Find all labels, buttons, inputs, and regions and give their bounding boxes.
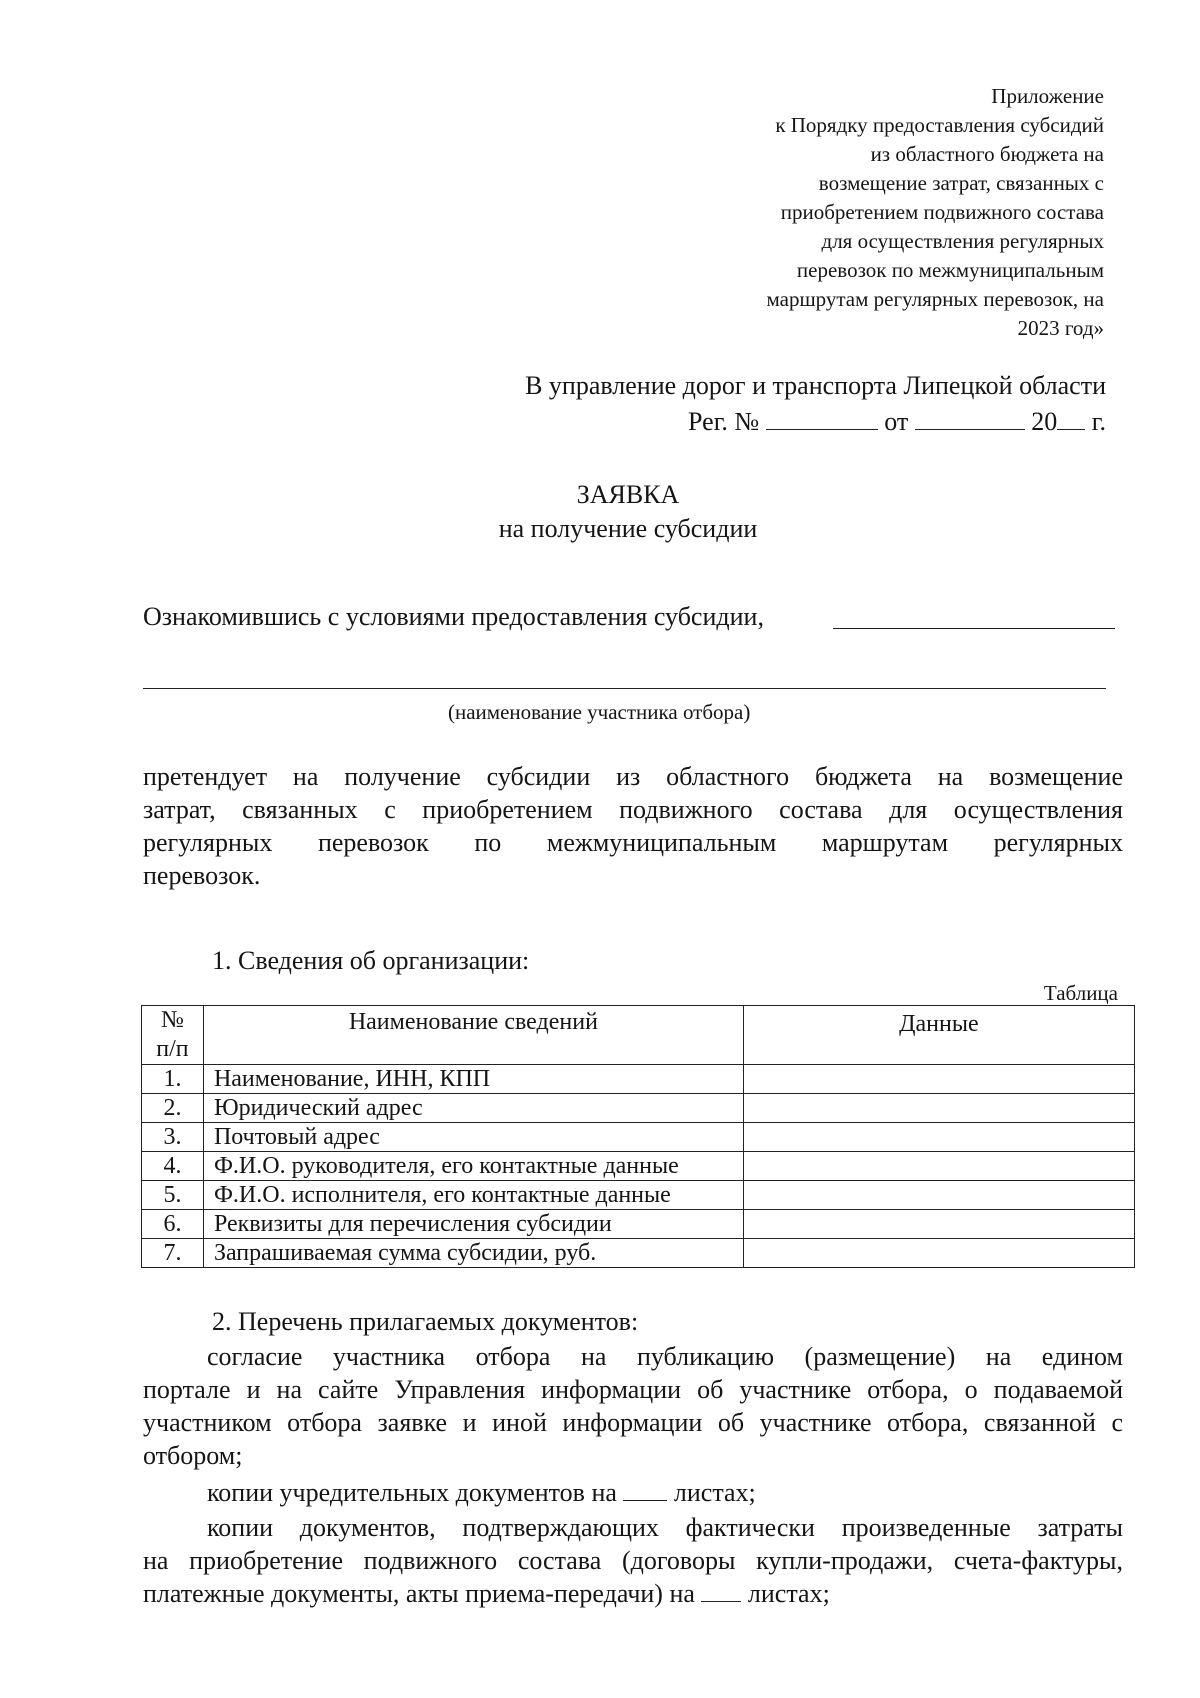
document-title: ЗАЯВКА: [576, 480, 680, 509]
row-data-cell[interactable]: [743, 1152, 1134, 1181]
table-label: Таблица: [1043, 981, 1118, 1005]
expense-docs-sheets-field[interactable]: [701, 1579, 741, 1602]
row-name: Юридический адрес: [203, 1094, 743, 1123]
reg-year-field[interactable]: [1057, 407, 1085, 430]
founding-docs-prefix: копии учредительных документов на: [207, 1478, 617, 1507]
intro-text: Ознакомившись с условиями предоставления субсидии,: [143, 602, 764, 631]
appendix-line: для осуществления регулярных: [821, 229, 1104, 253]
table-header-row: [142, 1006, 1135, 1065]
appendix-line: из областного бюджета на: [870, 142, 1104, 166]
column-header-number: [142, 1006, 204, 1065]
row-name: Почтовый адрес: [203, 1123, 743, 1152]
appendix-header: [544, 82, 1104, 343]
row-data-cell[interactable]: [743, 1181, 1134, 1210]
column-header-number-line1: №: [161, 1007, 184, 1033]
expense-docs-line3: [143, 1577, 1123, 1610]
column-header-number-line2: п/п: [156, 1036, 189, 1062]
reg-number-label: Рег. №: [688, 407, 760, 436]
founding-docs-sheets-field[interactable]: [623, 1478, 667, 1501]
addressee-block: [346, 368, 1106, 440]
consent-item-line1: согласие участника отбора на публикацию (размещение) на едином: [207, 1342, 1123, 1371]
appendix-line: перевозок по межмуниципальным: [796, 258, 1104, 282]
document-subtitle: на получение субсидии: [498, 514, 758, 543]
consent-item-line3: участником отбора заявке и иной информации об участнике отбора, связанной с: [143, 1408, 1123, 1437]
consent-item-line: [143, 1340, 1123, 1373]
participant-name-field-2[interactable]: [143, 668, 1106, 689]
table-row: [142, 1239, 1135, 1268]
row-name: Наименование, ИНН, КПП: [203, 1065, 743, 1094]
appendix-line: маршрутам регулярных перевозок, на: [766, 287, 1104, 311]
section-1-heading: 1. Сведения об организации:: [212, 946, 530, 975]
row-name: Ф.И.О. руководителя, его контактные данные: [203, 1152, 743, 1181]
claim-line: перевозок.: [143, 861, 261, 890]
row-data-cell[interactable]: [743, 1239, 1134, 1268]
reg-year-suffix: г.: [1091, 407, 1106, 436]
reg-date-field[interactable]: [915, 407, 1025, 430]
row-data-cell[interactable]: [743, 1123, 1134, 1152]
founding-docs-suffix: листах;: [673, 1478, 756, 1507]
section-2-heading: 2. Перечень прилагаемых документов:: [212, 1307, 639, 1336]
row-name: Реквизиты для перечисления субсидии: [203, 1210, 743, 1239]
row-number: 2.: [142, 1094, 204, 1123]
row-name: Ф.И.О. исполнителя, его контактные данные: [203, 1181, 743, 1210]
expense-docs-line1: копии документов, подтверждающих фактически произведенные затраты: [207, 1513, 1123, 1542]
participant-name-field-1[interactable]: [833, 606, 1115, 629]
registration-line: [346, 404, 1106, 440]
column-header-name: Наименование сведений: [203, 1006, 743, 1065]
table-row: [142, 1210, 1135, 1239]
row-number: 7.: [142, 1239, 204, 1268]
row-data-cell[interactable]: [743, 1094, 1134, 1123]
row-data-cell[interactable]: [743, 1065, 1134, 1094]
consent-item-line2: портале и на сайте Управления информации об участнике отбора, о подаваемой: [143, 1375, 1123, 1404]
appendix-line: к Порядку предоставления субсидий: [775, 113, 1104, 137]
claim-line: претендует на получение субсидии из областного бюджета на возмещение: [143, 762, 1123, 791]
row-number: 3.: [142, 1123, 204, 1152]
participant-caption: (наименование участника отбора): [448, 700, 751, 724]
row-number: 6.: [142, 1210, 204, 1239]
expense-docs-item-line: [143, 1511, 1123, 1544]
founding-docs-item: [143, 1476, 1123, 1509]
appendix-line: возмещение затрат, связанных с: [818, 171, 1104, 195]
appendix-line: 2023 год»: [1017, 316, 1104, 340]
claim-line: регулярных перевозок по межмуниципальным маршрутам регулярных: [143, 828, 1123, 857]
reg-from-label: от: [884, 407, 909, 436]
row-number: 1.: [142, 1065, 204, 1094]
addressee-line: В управление дорог и транспорта Липецкой области: [525, 371, 1106, 400]
table-row: [142, 1123, 1135, 1152]
consent-item-line4: отбором;: [143, 1441, 243, 1470]
column-header-data: Данные: [743, 1006, 1134, 1065]
claim-line: затрат, связанных с приобретением подвижного состава для осуществления: [143, 795, 1123, 824]
row-number: 5.: [142, 1181, 204, 1210]
table-row: [142, 1065, 1135, 1094]
expense-docs-line3-prefix: платежные документы, акты приема-передачи) на: [143, 1579, 695, 1608]
reg-year-prefix: 20: [1031, 407, 1058, 436]
expense-docs-line2: на приобретение подвижного состава (договоры купли-продажи, счета-фактуры,: [143, 1546, 1123, 1575]
row-name: Запрашиваемая сумма субсидии, руб.: [203, 1239, 743, 1268]
table-row: [142, 1152, 1135, 1181]
appendix-line: приобретением подвижного состава: [780, 200, 1104, 224]
table-row: [142, 1094, 1135, 1123]
table-row: [142, 1181, 1135, 1210]
organization-info-table: [141, 1005, 1135, 1268]
row-number: 4.: [142, 1152, 204, 1181]
reg-number-field[interactable]: [766, 407, 878, 430]
appendix-line: Приложение: [991, 84, 1104, 108]
expense-docs-line3-suffix: листах;: [747, 1579, 830, 1608]
row-data-cell[interactable]: [743, 1210, 1134, 1239]
